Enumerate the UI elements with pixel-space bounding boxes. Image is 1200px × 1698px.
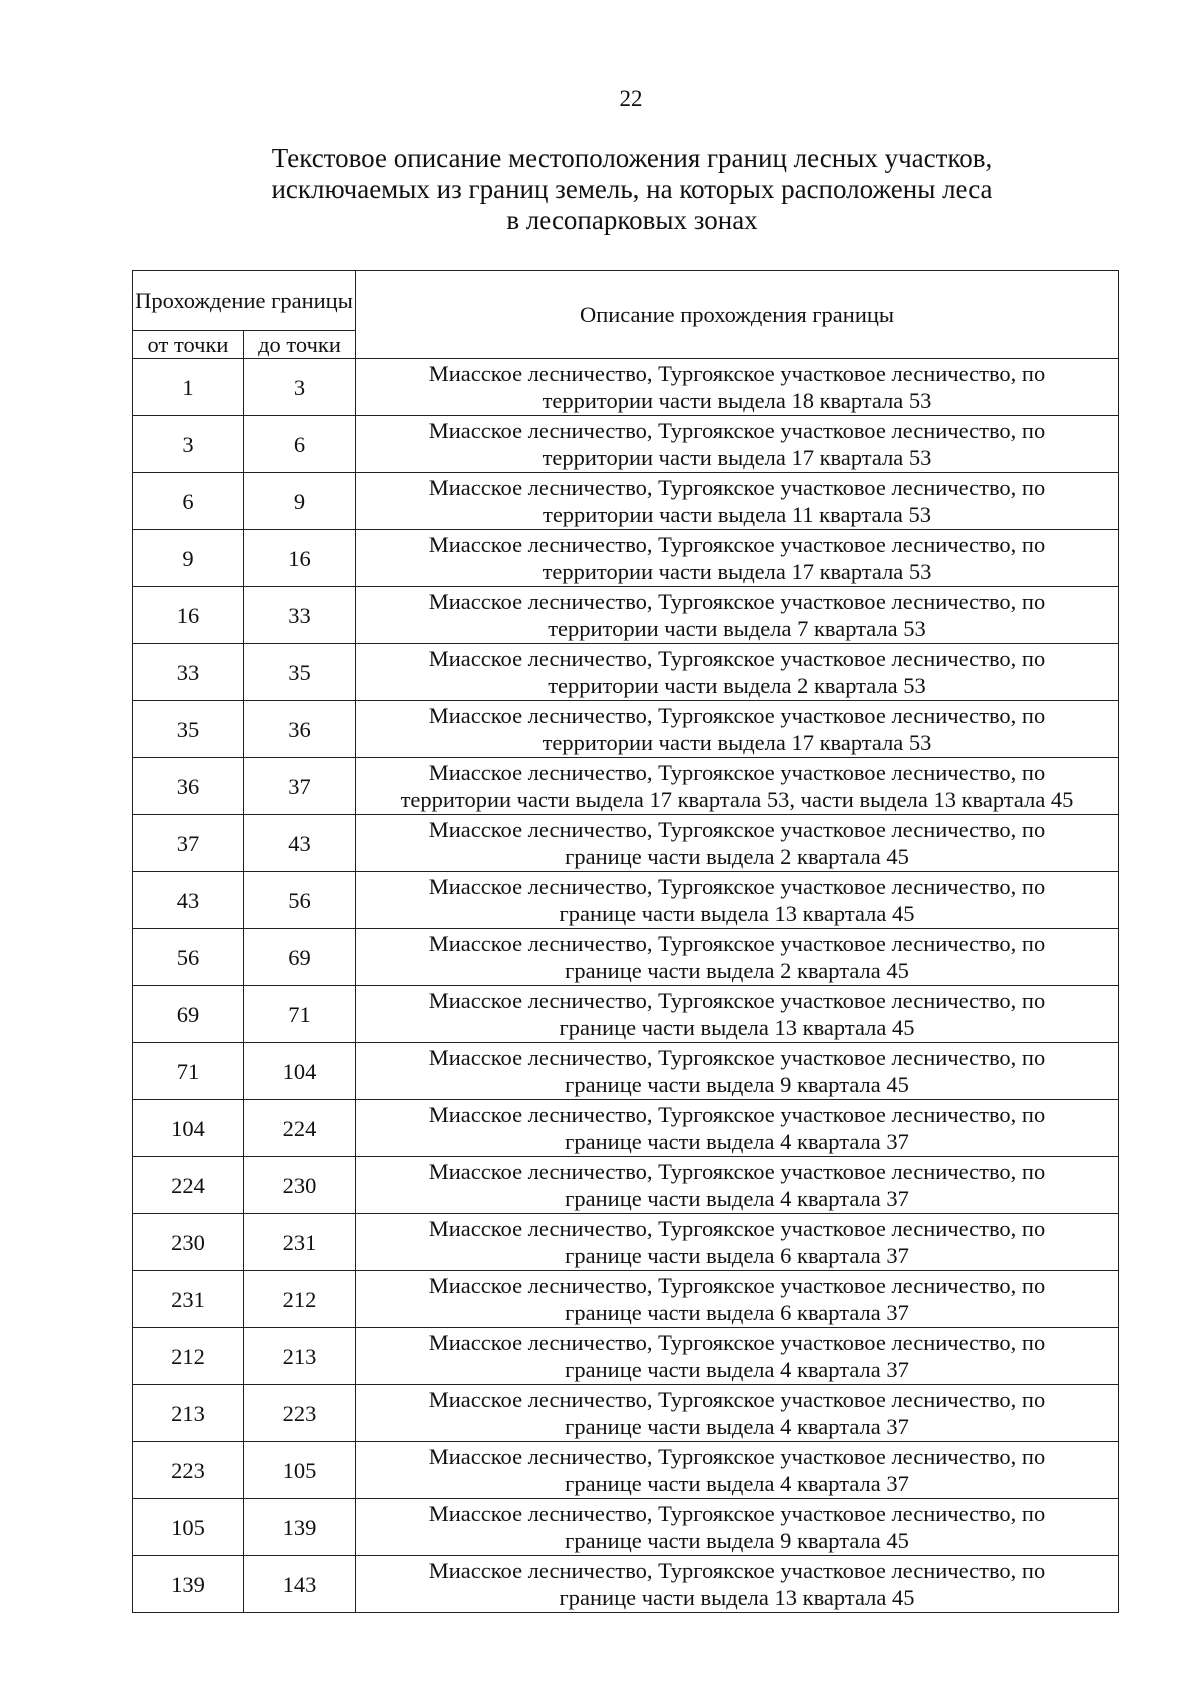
description-line-2: границе части выдела 2 квартала 45 <box>565 844 909 869</box>
boundary-table <box>132 270 1119 1613</box>
from-point-cell: 3 <box>133 416 244 473</box>
description-cell <box>356 986 1119 1043</box>
page-number: 22 <box>619 86 643 111</box>
description-line-1: Миасское лесничество, Тургоякское участковое лесничество, по <box>428 874 1046 899</box>
from-point-cell: 16 <box>133 587 244 644</box>
header-to-point: до точки <box>244 331 356 359</box>
description-line-1: Миасское лесничество, Тургоякское участковое лесничество, по <box>428 760 1046 785</box>
table-row <box>133 587 1119 644</box>
description-line-2: территории части выдела 18 квартала 53 <box>542 388 932 413</box>
description-line-1: Миасское лесничество, Тургоякское участковое лесничество, по <box>428 1102 1046 1127</box>
table-header-row <box>133 271 1119 331</box>
from-point-cell: 224 <box>133 1157 244 1214</box>
title-line-2: исключаемых из границ земель, на которых расположены леса <box>271 174 993 204</box>
from-point-cell: 230 <box>133 1214 244 1271</box>
table-row <box>133 1385 1119 1442</box>
to-point-cell: 224 <box>244 1100 356 1157</box>
to-point-cell: 56 <box>244 872 356 929</box>
description-line-1: Миасское лесничество, Тургоякское участковое лесничество, по <box>428 1273 1046 1298</box>
description-line-1: Миасское лесничество, Тургоякское участковое лесничество, по <box>428 475 1046 500</box>
description-line-2: границе части выдела 6 квартала 37 <box>565 1243 909 1268</box>
header-description: Описание прохождения границы <box>356 271 1119 359</box>
table-row <box>133 473 1119 530</box>
description-line-2: границе части выдела 4 квартала 37 <box>565 1471 909 1496</box>
table-row <box>133 1100 1119 1157</box>
description-cell <box>356 530 1119 587</box>
table-row <box>133 1442 1119 1499</box>
from-point-cell: 212 <box>133 1328 244 1385</box>
table-row <box>133 986 1119 1043</box>
to-point-cell: 213 <box>244 1328 356 1385</box>
to-point-cell: 6 <box>244 416 356 473</box>
title-line-1: Текстовое описание местоположения границ лесных участков, <box>271 143 993 173</box>
from-point-cell: 37 <box>133 815 244 872</box>
description-cell <box>356 815 1119 872</box>
to-point-cell: 231 <box>244 1214 356 1271</box>
description-line-1: Миасское лесничество, Тургоякское участковое лесничество, по <box>428 1159 1046 1184</box>
description-cell <box>356 1100 1119 1157</box>
description-line-1: Миасское лесничество, Тургоякское участковое лесничество, по <box>428 1045 1046 1070</box>
to-point-cell: 212 <box>244 1271 356 1328</box>
description-line-1: Миасское лесничество, Тургоякское участковое лесничество, по <box>428 1558 1046 1583</box>
to-point-cell: 104 <box>244 1043 356 1100</box>
description-line-2: границе части выдела 4 квартала 37 <box>565 1414 909 1439</box>
description-cell <box>356 929 1119 986</box>
description-line-2: границе части выдела 9 квартала 45 <box>565 1528 909 1553</box>
description-cell <box>356 1214 1119 1271</box>
description-cell <box>356 473 1119 530</box>
to-point-cell: 143 <box>244 1556 356 1613</box>
description-cell <box>356 1499 1119 1556</box>
table-row <box>133 530 1119 587</box>
description-cell <box>356 1157 1119 1214</box>
description-line-2: границе части выдела 13 квартала 45 <box>559 901 915 926</box>
description-line-1: Миасское лесничество, Тургоякское участковое лесничество, по <box>428 418 1046 443</box>
description-line-2: границе части выдела 4 квартала 37 <box>565 1129 909 1154</box>
description-line-2: территории части выдела 2 квартала 53 <box>548 673 926 698</box>
description-cell <box>356 1556 1119 1613</box>
table-row <box>133 815 1119 872</box>
from-point-cell: 105 <box>133 1499 244 1556</box>
from-point-cell: 56 <box>133 929 244 986</box>
to-point-cell: 3 <box>244 359 356 416</box>
from-point-cell: 69 <box>133 986 244 1043</box>
description-line-1: Миасское лесничество, Тургоякское участковое лесничество, по <box>428 646 1046 671</box>
description-line-1: Миасское лесничество, Тургоякское участковое лесничество, по <box>428 1216 1046 1241</box>
description-line-2: территории части выдела 17 квартала 53 <box>542 559 932 584</box>
description-cell <box>356 644 1119 701</box>
description-cell <box>356 1043 1119 1100</box>
description-line-2: территории части выдела 17 квартала 53 <box>542 445 932 470</box>
table-row <box>133 1328 1119 1385</box>
from-point-cell: 6 <box>133 473 244 530</box>
description-line-1: Миасское лесничество, Тургоякское участковое лесничество, по <box>428 931 1046 956</box>
description-line-2: границе части выдела 4 квартала 37 <box>565 1186 909 1211</box>
description-line-1: Миасское лесничество, Тургоякское участковое лесничество, по <box>428 1501 1046 1526</box>
header-boundary-passage: Прохождение границы <box>133 271 356 331</box>
to-point-cell: 16 <box>244 530 356 587</box>
to-point-cell: 139 <box>244 1499 356 1556</box>
from-point-cell: 1 <box>133 359 244 416</box>
table-row <box>133 1556 1119 1613</box>
description-line-2: территории части выдела 17 квартала 53, части выдела 13 квартала 45 <box>400 787 1074 812</box>
to-point-cell: 35 <box>244 644 356 701</box>
to-point-cell: 9 <box>244 473 356 530</box>
to-point-cell: 71 <box>244 986 356 1043</box>
description-cell <box>356 872 1119 929</box>
description-line-1: Миасское лесничество, Тургоякское участковое лесничество, по <box>428 1330 1046 1355</box>
table-row <box>133 929 1119 986</box>
description-line-1: Миасское лесничество, Тургоякское участковое лесничество, по <box>428 1444 1046 1469</box>
from-point-cell: 9 <box>133 530 244 587</box>
description-cell <box>356 701 1119 758</box>
document-title <box>132 143 1132 236</box>
description-line-1: Миасское лесничество, Тургоякское участковое лесничество, по <box>428 988 1046 1013</box>
from-point-cell: 36 <box>133 758 244 815</box>
from-point-cell: 139 <box>133 1556 244 1613</box>
description-line-1: Миасское лесничество, Тургоякское участковое лесничество, по <box>428 361 1046 386</box>
table-row <box>133 359 1119 416</box>
description-line-2: территории части выдела 7 квартала 53 <box>548 616 926 641</box>
description-cell <box>356 359 1119 416</box>
from-point-cell: 43 <box>133 872 244 929</box>
table-row <box>133 872 1119 929</box>
to-point-cell: 105 <box>244 1442 356 1499</box>
to-point-cell: 36 <box>244 701 356 758</box>
description-line-2: границе части выдела 13 квартала 45 <box>559 1015 915 1040</box>
from-point-cell: 231 <box>133 1271 244 1328</box>
description-cell <box>356 758 1119 815</box>
from-point-cell: 104 <box>133 1100 244 1157</box>
description-cell <box>356 587 1119 644</box>
description-line-1: Миасское лесничество, Тургоякское участковое лесничество, по <box>428 1387 1046 1412</box>
to-point-cell: 43 <box>244 815 356 872</box>
description-line-1: Миасское лесничество, Тургоякское участковое лесничество, по <box>428 589 1046 614</box>
description-line-2: территории части выдела 11 квартала 53 <box>542 502 932 527</box>
description-cell <box>356 1328 1119 1385</box>
from-point-cell: 35 <box>133 701 244 758</box>
from-point-cell: 223 <box>133 1442 244 1499</box>
table-row <box>133 1157 1119 1214</box>
to-point-cell: 37 <box>244 758 356 815</box>
table-row <box>133 1214 1119 1271</box>
to-point-cell: 223 <box>244 1385 356 1442</box>
from-point-cell: 213 <box>133 1385 244 1442</box>
description-cell <box>356 1271 1119 1328</box>
description-line-2: границе части выдела 13 квартала 45 <box>559 1585 915 1610</box>
from-point-cell: 33 <box>133 644 244 701</box>
table-row <box>133 1043 1119 1100</box>
description-line-1: Миасское лесничество, Тургоякское участковое лесничество, по <box>428 532 1046 557</box>
table-row <box>133 1499 1119 1556</box>
table-row <box>133 758 1119 815</box>
from-point-cell: 71 <box>133 1043 244 1100</box>
to-point-cell: 230 <box>244 1157 356 1214</box>
description-line-2: границе части выдела 6 квартала 37 <box>565 1300 909 1325</box>
description-line-2: границе части выдела 2 квартала 45 <box>565 958 909 983</box>
description-line-1: Миасское лесничество, Тургоякское участковое лесничество, по <box>428 817 1046 842</box>
description-line-2: границе части выдела 9 квартала 45 <box>565 1072 909 1097</box>
table-row <box>133 644 1119 701</box>
description-line-2: границе части выдела 4 квартала 37 <box>565 1357 909 1382</box>
to-point-cell: 33 <box>244 587 356 644</box>
to-point-cell: 69 <box>244 929 356 986</box>
header-from-point: от точки <box>133 331 244 359</box>
description-cell <box>356 416 1119 473</box>
description-line-1: Миасское лесничество, Тургоякское участковое лесничество, по <box>428 703 1046 728</box>
table-row <box>133 416 1119 473</box>
table-row <box>133 1271 1119 1328</box>
description-cell <box>356 1385 1119 1442</box>
title-line-3: в лесопарковых зонах <box>506 205 758 235</box>
table-row <box>133 701 1119 758</box>
description-line-2: территории части выдела 17 квартала 53 <box>542 730 932 755</box>
description-cell <box>356 1442 1119 1499</box>
